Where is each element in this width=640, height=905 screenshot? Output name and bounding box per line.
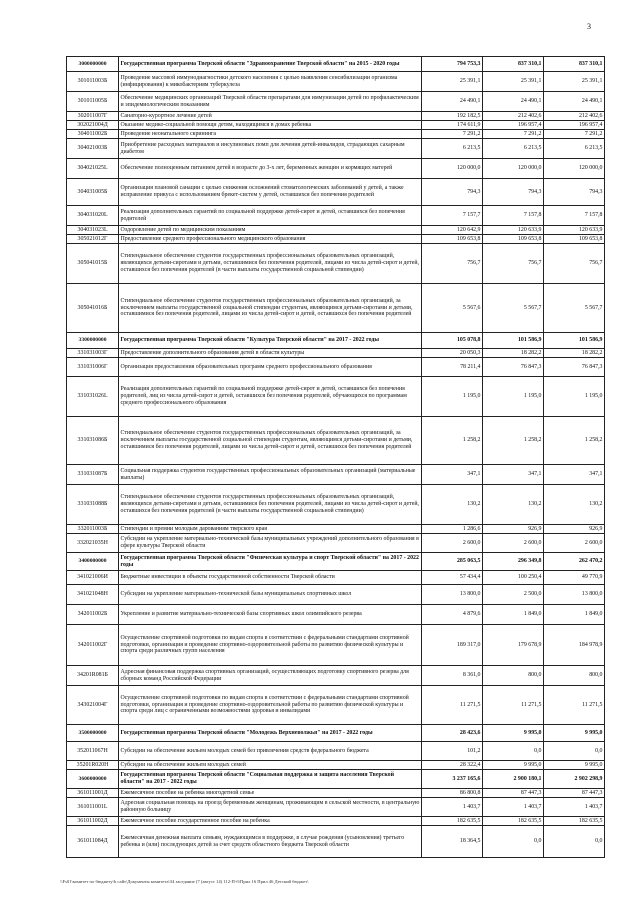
table-row — [67, 235, 605, 244]
row-name: Стипендиальное обеспечение студентов государственных профессиональных образовательных организаций, за исключением выплаты государственной социальной стипендии студентам, являющимся детьми-сиротами и детьми, оставшимися без попечения родителей, лицами из числа детей-сирот и детей, оставшихся без попечения родителей — [119, 284, 422, 333]
row-name: Укрепление и развитие материально-технической базы спортивных школ олимпийского резерва — [119, 605, 422, 625]
row-value-2017: 6 213,5 — [422, 139, 483, 159]
table-row — [67, 485, 605, 525]
row-code: 331031026L — [67, 377, 119, 417]
table-row — [67, 92, 605, 112]
row-value-2017: 57 434,4 — [422, 571, 483, 585]
row-value-2018: 120 000,0 — [483, 159, 544, 179]
row-code: 352011067Н — [67, 742, 119, 761]
row-value-2018: 196 957,4 — [483, 121, 544, 130]
row-code: 3000000000 — [67, 57, 119, 72]
row-value-2018: 5 567,7 — [483, 284, 544, 333]
row-value-2019: 9 995,0 — [544, 761, 605, 770]
row-name: Ежемесячное пособие на ребенка многодетной семье — [119, 789, 422, 798]
row-value-2019: 1 195,0 — [544, 377, 605, 417]
row-value-2018: 837 310,1 — [483, 57, 544, 72]
row-value-2017: 182 635,5 — [422, 817, 483, 826]
row-code: 331031006Г — [67, 358, 119, 377]
row-name: Стипендии и премии молодым дарованиям тверского края — [119, 525, 422, 534]
row-name: Ежемесячная денежная выплата семьям, нуждающимся в поддержке, в случае рождения (усыновления) третьего ребенка и (или) последующих детей за счет средств областного бюджета Тверской области — [119, 826, 422, 858]
row-value-2019: 18 282,2 — [544, 349, 605, 358]
table-row — [67, 761, 605, 770]
row-value-2019: 1 258,2 — [544, 417, 605, 465]
row-name: Осуществление спортивной подготовки по видам спорта в соответствии с федеральными стандартами спортивной подготовки, организация и проведение спортивно-оздоровительной работы по развитию физической культуры и спорта среди различных групп населения — [119, 625, 422, 666]
row-code: 34201R081Б — [67, 666, 119, 686]
row-name: Социальная поддержка студентов государственных профессиональных образовательных организаций (материальные выплаты) — [119, 465, 422, 485]
row-name: Стипендиальное обеспечение студентов государственных профессиональных образовательных организаций, за исключением выплаты государственной социальной стипендии студентам, являющимся детьми-сиротами и детьми, оставшимися без попечения родителей, лицами из числа детей-сирот и детей, оставшихся без попечения родителей — [119, 417, 422, 465]
row-value-2018: 25 391,1 — [483, 72, 544, 92]
row-value-2019: 1 403,7 — [544, 798, 605, 817]
row-name: Государственная программа Тверской области "Физическая культура и спорт Тверской области" на 2017 - 2022 годы — [119, 553, 422, 571]
row-value-2017: 130,2 — [422, 485, 483, 525]
table-row — [67, 284, 605, 333]
row-value-2017: 1 258,2 — [422, 417, 483, 465]
row-value-2018: 800,0 — [483, 666, 544, 686]
row-value-2017: 347,1 — [422, 465, 483, 485]
table-row — [67, 130, 605, 139]
row-name: Адресная финансовая поддержка спортивных организаций, осуществляющих подготовку спортивного резерва для сборных команд Российской Федерации — [119, 666, 422, 686]
row-value-2017: 174 611,9 — [422, 121, 483, 130]
row-value-2018: 100 250,4 — [483, 571, 544, 585]
row-value-2019: 5 567,7 — [544, 284, 605, 333]
row-value-2019: 101 586,9 — [544, 333, 605, 349]
table-row — [67, 605, 605, 625]
row-name: Государственная программа Тверской области "Социальная поддержка и защита населения Тверской области" на 2017 - 2022 годы — [119, 770, 422, 789]
row-value-2017: 3 237 165,6 — [422, 770, 483, 789]
row-value-2017: 78 211,4 — [422, 358, 483, 377]
row-code: 304031020L — [67, 206, 119, 226]
row-value-2019: 800,0 — [544, 666, 605, 686]
row-value-2018: 2 500,0 — [483, 585, 544, 605]
row-value-2018: 7 291,2 — [483, 130, 544, 139]
row-value-2017: 5 567,6 — [422, 284, 483, 333]
row-name: Стипендиальное обеспечение студентов государственных профессиональных образовательных организаций, являющихся детьми-сиротами и детьми, оставшимися без попечения родителей, лицами из числа детей-сирот и детей, оставшихся без попечения родителей (в части выплаты государственной социальной стипендии) — [119, 244, 422, 284]
row-value-2019: 130,2 — [544, 485, 605, 525]
row-code: 305021012Г — [67, 235, 119, 244]
row-value-2019: 11 271,5 — [544, 686, 605, 725]
table-row — [67, 349, 605, 358]
row-value-2018: 182 635,5 — [483, 817, 544, 826]
row-code: 332021035Н — [67, 534, 119, 553]
table-row — [67, 244, 605, 284]
row-value-2018: 24 490,1 — [483, 92, 544, 112]
row-value-2017: 18 364,5 — [422, 826, 483, 858]
row-name: Обеспечение полноценным питанием детей в возрасте до 3-х лет, беременных женщин и кормящих матерей — [119, 159, 422, 179]
row-value-2019: 837 310,1 — [544, 57, 605, 72]
row-name: Предоставление среднего профессионального медицинского образования — [119, 235, 422, 244]
row-value-2018: 0,0 — [483, 826, 544, 858]
row-value-2017: 28 423,6 — [422, 725, 483, 742]
row-value-2019: 1 849,0 — [544, 605, 605, 625]
row-code: 3500000000 — [67, 725, 119, 742]
row-value-2017: 756,7 — [422, 244, 483, 284]
row-name: Приобретение расходных материалов и инсулиновых помп для лечения детей-инвалидов, страдающих сахарным диабетом — [119, 139, 422, 159]
table-row — [67, 179, 605, 206]
row-value-2018: 1 403,7 — [483, 798, 544, 817]
row-value-2018: 179 678,9 — [483, 625, 544, 666]
row-code: 35201R020Н — [67, 761, 119, 770]
budget-table — [66, 56, 605, 858]
table-row — [67, 666, 605, 686]
row-name: Стипендиальное обеспечение студентов государственных профессиональных образовательных организаций, являющихся детьми-сиротами и детьми, оставшимися без попечения родителей, лицами из числа детей-сирот и детей, оставшихся без попечения родителей (в части выплаты государственной социальной стипендии) — [119, 485, 422, 525]
row-value-2017: 7 291,2 — [422, 130, 483, 139]
row-name: Организация предоставления образовательных программ среднего профессионального образования — [119, 358, 422, 377]
row-code: 361011001Д — [67, 789, 119, 798]
row-code: 3300000000 — [67, 333, 119, 349]
row-value-2019: 182 635,5 — [544, 817, 605, 826]
table-row — [67, 585, 605, 605]
row-value-2017: 794 753,3 — [422, 57, 483, 72]
row-value-2019: 794,3 — [544, 179, 605, 206]
row-value-2019: 184 978,9 — [544, 625, 605, 666]
row-code: 342011002Г — [67, 625, 119, 666]
table-row — [67, 686, 605, 725]
row-value-2018: 212 402,6 — [483, 112, 544, 121]
row-value-2017: 13 800,0 — [422, 585, 483, 605]
row-name: Субсидии на обеспечение жильем молодых семей без привлечения средств федерального бюджета — [119, 742, 422, 761]
row-value-2018: 1 195,0 — [483, 377, 544, 417]
row-value-2019: 2 600,0 — [544, 534, 605, 553]
table-row — [67, 72, 605, 92]
row-value-2017: 109 653,8 — [422, 235, 483, 244]
table-row — [67, 112, 605, 121]
row-name: Субсидии на обеспечение жильем молодых семей — [119, 761, 422, 770]
row-value-2017: 794,3 — [422, 179, 483, 206]
row-value-2017: 1 286,6 — [422, 525, 483, 534]
row-value-2018: 0,0 — [483, 742, 544, 761]
row-value-2019: 212 402,6 — [544, 112, 605, 121]
row-name: Реализация дополнительных гарантий по социальной поддержке детей-сирот и детей, оставшихся без попечения родителей, лиц из числа детей-сирот и детей, оставшихся без попечения родителей, обучающихся по программам среднего профессионального образования — [119, 377, 422, 417]
row-code: 304031023L — [67, 226, 119, 235]
row-name: Реализация дополнительных гарантий по социальной поддержке детей-сирот и детей, оставшихся без попечения родителей — [119, 206, 422, 226]
row-name: Предоставление дополнительного образования детей в области культуры — [119, 349, 422, 358]
table-row — [67, 417, 605, 465]
table-row — [67, 206, 605, 226]
row-value-2017: 20 050,3 — [422, 349, 483, 358]
row-code: 361011084Д — [67, 826, 119, 858]
row-value-2018: 926,9 — [483, 525, 544, 534]
row-name: Государственная программа Тверской области "Молодежь Верхневолжья" на 2017 - 2022 годы — [119, 725, 422, 742]
row-code: 361011002Д — [67, 817, 119, 826]
budget-table-body — [67, 57, 605, 858]
row-code: 341021006И — [67, 571, 119, 585]
row-value-2018: 2 900 180,1 — [483, 770, 544, 789]
row-name: Проведение неонатального скрининга — [119, 130, 422, 139]
row-value-2018: 101 586,9 — [483, 333, 544, 349]
row-name: Бюджетные инвестиции в объекты государственной собственности Тверской области — [119, 571, 422, 585]
row-value-2019: 0,0 — [544, 742, 605, 761]
row-value-2019: 756,7 — [544, 244, 605, 284]
row-code: 361011001L — [67, 798, 119, 817]
row-value-2018: 9 995,0 — [483, 761, 544, 770]
row-value-2017: 120 000,0 — [422, 159, 483, 179]
row-value-2017: 11 271,5 — [422, 686, 483, 725]
row-code: 341021048Н — [67, 585, 119, 605]
row-name: Осуществление спортивной подготовки по видам спорта в соответствии с федеральными стандартами спортивной подготовки, организация и проведение спортивно-оздоровительной работы по развитию физической культуры и спорта среди лиц с ограниченными возможностями здоровья и инвалидами — [119, 686, 422, 725]
row-name: Субсидии на укрепление материально-технической базы муниципальных спортивных школ — [119, 585, 422, 605]
row-name: Адресная социальная помощь на проезд беременным женщинам, проживающим в сельской местности, в центральную районную больницу — [119, 798, 422, 817]
row-value-2019: 49 770,9 — [544, 571, 605, 585]
row-value-2018: 1 258,2 — [483, 417, 544, 465]
page-number: 3 — [587, 22, 591, 31]
program-row — [67, 725, 605, 742]
row-value-2019: 13 800,0 — [544, 585, 605, 605]
row-value-2018: 1 849,0 — [483, 605, 544, 625]
row-code: 304011002Б — [67, 130, 119, 139]
row-value-2019: 2 902 298,9 — [544, 770, 605, 789]
row-value-2017: 2 600,0 — [422, 534, 483, 553]
row-value-2018: 9 995,0 — [483, 725, 544, 742]
row-value-2017: 105 078,8 — [422, 333, 483, 349]
row-value-2018: 6 213,5 — [483, 139, 544, 159]
row-value-2017: 101,2 — [422, 742, 483, 761]
program-row — [67, 333, 605, 349]
row-code: 301011005Б — [67, 92, 119, 112]
table-row — [67, 525, 605, 534]
row-value-2017: 1 403,7 — [422, 798, 483, 817]
table-row — [67, 742, 605, 761]
row-value-2019: 7 157,8 — [544, 206, 605, 226]
table-row — [67, 534, 605, 553]
row-value-2017: 120 642,9 — [422, 226, 483, 235]
row-value-2018: 2 600,0 — [483, 534, 544, 553]
row-value-2019: 7 291,2 — [544, 130, 605, 139]
table-row — [67, 358, 605, 377]
table-row — [67, 226, 605, 235]
program-row — [67, 770, 605, 789]
row-value-2017: 1 195,0 — [422, 377, 483, 417]
row-value-2019: 120 633,9 — [544, 226, 605, 235]
row-name: Оздоровление детей по медицинским показаниям — [119, 226, 422, 235]
row-name: Субсидии на укрепление материально-технической базы муниципальных учреждений дополнительного образования в сфере культуры Тверской области — [119, 534, 422, 553]
row-code: 343021004Г — [67, 686, 119, 725]
row-name: Государственная программа Тверской области "Культура Тверской области" на 2017 - 2022 годы — [119, 333, 422, 349]
row-value-2018: 120 633,9 — [483, 226, 544, 235]
row-value-2019: 120 000,0 — [544, 159, 605, 179]
row-value-2017: 28 322,4 — [422, 761, 483, 770]
table-row — [67, 377, 605, 417]
row-code: 331031088Б — [67, 485, 119, 525]
row-name: Оказание медико-социальной помощи детям, находящимся в домах ребенка — [119, 121, 422, 130]
row-name: Организация плановой санации с целью снижения осложнений стоматологических заболеваний у детей, а также исправление прикуса с использованием брекет-систем у детей, оставшихся без попечения родителей — [119, 179, 422, 206]
row-code: 3600000000 — [67, 770, 119, 789]
table-row — [67, 159, 605, 179]
table-row — [67, 139, 605, 159]
row-value-2017: 7 157,7 — [422, 206, 483, 226]
row-value-2018: 130,2 — [483, 485, 544, 525]
row-value-2019: 262 470,2 — [544, 553, 605, 571]
row-code: 304021025L — [67, 159, 119, 179]
row-code: 342011002Б — [67, 605, 119, 625]
row-value-2018: 7 157,8 — [483, 206, 544, 226]
row-value-2017: 189 317,0 — [422, 625, 483, 666]
table-row — [67, 571, 605, 585]
table-row — [67, 826, 605, 858]
row-value-2019: 196 957,4 — [544, 121, 605, 130]
row-value-2018: 11 271,5 — [483, 686, 544, 725]
program-row — [67, 57, 605, 72]
row-value-2017: 4 879,6 — [422, 605, 483, 625]
row-code: 331031086Б — [67, 417, 119, 465]
row-value-2019: 926,9 — [544, 525, 605, 534]
row-value-2019: 25 391,1 — [544, 72, 605, 92]
program-row — [67, 553, 605, 571]
row-value-2017: 8 361,0 — [422, 666, 483, 686]
row-code: 304031005Б — [67, 179, 119, 206]
row-name: Ежемесячное пособие государственное пособие на ребенка — [119, 817, 422, 826]
row-code: 331031087Б — [67, 465, 119, 485]
row-name: Обеспечение медицинских организаций Тверской области препаратами для иммунизации детей по профилактическим и эпидемиологическим показаниям — [119, 92, 422, 112]
row-code: 332011003Б — [67, 525, 119, 534]
row-code: 302021004Д — [67, 121, 119, 130]
row-name: Проведение массовой иммунодиагностики детского населения с целью выявления сенсибилизации организма (инфицирования) к микобактериям туберкулеза — [119, 72, 422, 92]
table-row — [67, 817, 605, 826]
row-value-2018: 347,1 — [483, 465, 544, 485]
row-value-2017: 24 490,1 — [422, 92, 483, 112]
row-value-2019: 347,1 — [544, 465, 605, 485]
row-value-2017: 86 800,8 — [422, 789, 483, 798]
row-value-2018: 18 282,2 — [483, 349, 544, 358]
footer-file-path: \\Fs01\комитет по бюджету\b сайт\Документы комитета\34 заседание (7 (август 14) 112-П-б\Прил 16 Прил 46 Детский бюджет\ — [60, 879, 309, 884]
row-code: 305041016Б — [67, 284, 119, 333]
row-value-2017: 285 063,5 — [422, 553, 483, 571]
row-code: 304021003Б — [67, 139, 119, 159]
row-code: 302011007Г — [67, 112, 119, 121]
row-value-2019: 76 847,3 — [544, 358, 605, 377]
row-value-2019: 109 653,8 — [544, 235, 605, 244]
row-value-2019: 0,0 — [544, 826, 605, 858]
table-row — [67, 789, 605, 798]
row-code: 301011003Б — [67, 72, 119, 92]
row-name: Государственная программа Тверской области "Здравоохранение Тверской области" на 2015 - 2020 годы — [119, 57, 422, 72]
row-value-2019: 9 995,0 — [544, 725, 605, 742]
row-value-2018: 76 847,3 — [483, 358, 544, 377]
row-value-2018: 296 349,8 — [483, 553, 544, 571]
row-value-2018: 109 653,8 — [483, 235, 544, 244]
table-row — [67, 625, 605, 666]
row-code: 331031003Г — [67, 349, 119, 358]
row-value-2019: 87 447,3 — [544, 789, 605, 798]
row-value-2018: 87 447,3 — [483, 789, 544, 798]
row-value-2018: 794,3 — [483, 179, 544, 206]
row-code: 305041015Б — [67, 244, 119, 284]
table-row — [67, 465, 605, 485]
row-value-2017: 25 391,1 — [422, 72, 483, 92]
table-row — [67, 121, 605, 130]
row-value-2017: 192 182,5 — [422, 112, 483, 121]
row-value-2019: 24 490,1 — [544, 92, 605, 112]
row-code: 3400000000 — [67, 553, 119, 571]
table-row — [67, 798, 605, 817]
row-name: Санаторно-курортное лечение детей — [119, 112, 422, 121]
row-value-2018: 756,7 — [483, 244, 544, 284]
row-value-2019: 6 213,5 — [544, 139, 605, 159]
